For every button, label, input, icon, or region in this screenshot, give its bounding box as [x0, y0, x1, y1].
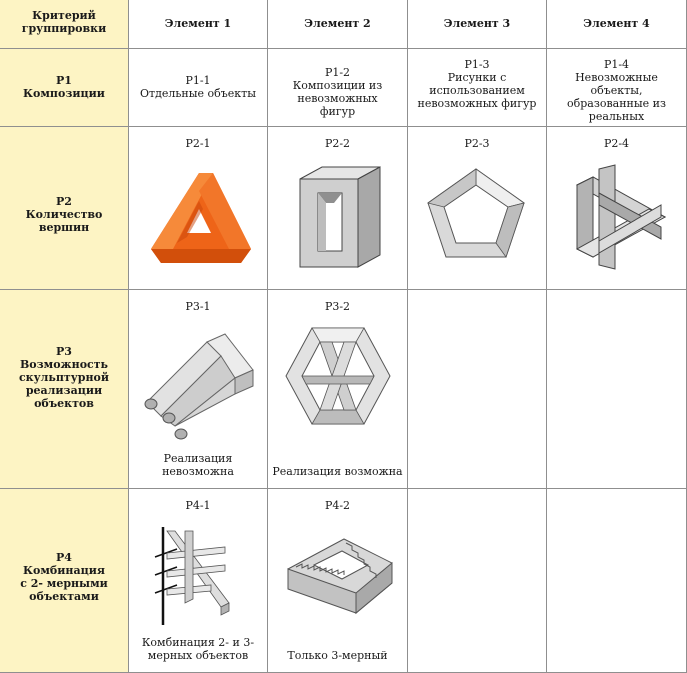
impossible-hexagon-figure [286, 326, 390, 426]
criterion-p3 [0, 290, 129, 489]
cell-id: Р1-2 [324, 66, 351, 79]
cell-p3-1 [129, 290, 268, 489]
cell-text: Композиции из невозможных фигур [292, 79, 383, 118]
lattice-figure [155, 527, 239, 625]
cell-id: Р2-1 [185, 137, 211, 150]
criterion-p1-label [4, 74, 124, 100]
criterion-p1 [0, 49, 129, 127]
criterion-line: Р3 [56, 345, 72, 358]
cell-text: Рисунки с использованием невозможных фигур [417, 71, 537, 110]
header-element-4-label: Элемент 4 [583, 17, 650, 30]
cell-p3-4-empty [547, 290, 687, 489]
cell-p3-3-empty [408, 290, 547, 489]
cell-p4-3-empty [408, 489, 547, 673]
cell-text: Невозможные объекты, образованные из реальных [567, 71, 666, 123]
cell-text: Отдельные объекты [140, 87, 256, 100]
cell-caption: Реализация невозможна [162, 452, 234, 478]
cell-caption: Реализация возможна [272, 465, 403, 478]
cell-id: Р1-1 [185, 74, 211, 87]
criterion-line: объектами [29, 590, 99, 603]
impossible-triangle-figure [151, 169, 251, 265]
cell-p1-2 [268, 49, 408, 127]
cell-p2-2 [268, 127, 408, 290]
cell-p1-3 [408, 49, 547, 127]
header-element-4 [547, 0, 687, 49]
criterion-line: Р1 [56, 74, 72, 87]
cell-p4-4-empty [547, 489, 687, 673]
criterion-p4 [0, 489, 129, 673]
impossible-staircase-figure [284, 527, 396, 615]
impossible-square-figure [300, 167, 380, 267]
header-element-2-label: Элемент 2 [304, 17, 371, 30]
cell-caption: Только 3-мерный [287, 649, 388, 662]
header-element-2 [268, 0, 408, 49]
criterion-line: с 2- мерными [20, 577, 108, 590]
header-element-1-label: Элемент 1 [164, 17, 232, 30]
cell-id: Р4-2 [324, 499, 351, 512]
cell-id: Р2-3 [464, 137, 490, 150]
cell-p2-1 [129, 127, 268, 290]
criterion-line: Р4 [56, 551, 72, 564]
cell-id: Р3-2 [324, 300, 351, 313]
header-criterion-label: Критерий группировки [21, 9, 107, 35]
cell-caption: Комбинация 2- и 3- мерных объектов [141, 636, 255, 662]
impossible-trident-figure [141, 330, 257, 442]
cell-p1-1 [129, 49, 268, 127]
criterion-p3-label [4, 345, 124, 410]
cell-p1-4 [547, 49, 687, 127]
criterion-line: скульптурной [18, 371, 110, 384]
header-criterion [0, 0, 129, 49]
cell-id: Р3-1 [185, 300, 211, 313]
header-element-3 [408, 0, 547, 49]
criterion-line: реализации [25, 384, 103, 397]
criterion-line: Возможность [19, 358, 109, 371]
cell-p3-2 [268, 290, 408, 489]
criterion-line: Комбинация [23, 564, 105, 577]
criterion-p2 [0, 127, 129, 290]
cell-id: Р4-1 [185, 499, 211, 512]
header-element-3-label: Элемент 3 [443, 17, 511, 30]
cell-p2-4 [547, 127, 687, 290]
cell-p2-3 [408, 127, 547, 290]
cell-p4-2 [268, 489, 408, 673]
criterion-p4-label [4, 551, 124, 603]
impossible-star-figure [569, 165, 669, 269]
cell-id: Р1-3 [464, 58, 490, 71]
criterion-line: Количество вершин [25, 208, 103, 234]
header-element-1 [129, 0, 268, 49]
criterion-line: Композиции [23, 87, 105, 100]
impossible-pentagon-figure [426, 167, 526, 259]
cell-id: Р2-4 [603, 137, 630, 150]
criterion-line: объектов [34, 397, 94, 410]
cell-id: Р2-2 [324, 137, 351, 150]
cell-id: Р1-4 [603, 58, 630, 71]
criterion-line: Р2 [56, 195, 72, 208]
criterion-p2-label [4, 195, 124, 234]
cell-p4-1 [129, 489, 268, 673]
